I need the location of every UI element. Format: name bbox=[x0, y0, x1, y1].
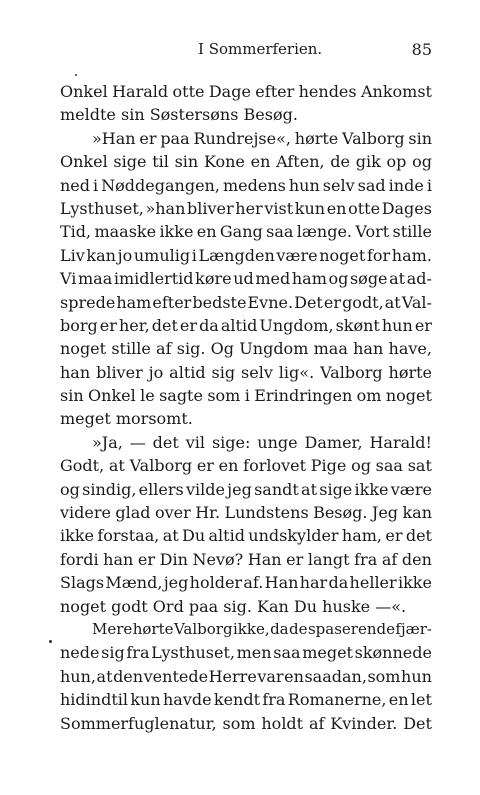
word: Dages bbox=[381, 198, 432, 218]
word: hun bbox=[381, 315, 413, 335]
word: le bbox=[140, 386, 155, 406]
word: en bbox=[388, 690, 409, 710]
word: Herre bbox=[208, 666, 257, 686]
word: Lundstens bbox=[224, 503, 309, 523]
word: holder bbox=[189, 573, 243, 593]
text-line bbox=[60, 688, 432, 711]
word: maa bbox=[78, 269, 113, 289]
word: fordi bbox=[60, 549, 99, 569]
word: i bbox=[93, 175, 99, 195]
word: bliver bbox=[96, 362, 143, 382]
word: skønt bbox=[335, 315, 380, 335]
word: sige: bbox=[211, 432, 251, 452]
word: inde bbox=[388, 175, 424, 195]
word: sagte bbox=[159, 386, 203, 406]
word: om bbox=[356, 386, 382, 406]
word: Val- bbox=[401, 292, 432, 312]
word: otte bbox=[348, 198, 381, 218]
word: saa bbox=[266, 222, 294, 242]
word: Din bbox=[159, 549, 188, 569]
word: Slags bbox=[60, 573, 105, 593]
word: er bbox=[99, 315, 117, 335]
word: videre bbox=[60, 503, 111, 523]
word: noget bbox=[60, 339, 107, 359]
word: Valborg bbox=[173, 619, 233, 638]
word: Pige bbox=[310, 456, 347, 476]
word: de bbox=[330, 152, 351, 172]
word: Damer, bbox=[304, 432, 363, 452]
word: sig. bbox=[176, 339, 206, 359]
word: at bbox=[301, 479, 317, 499]
word: Kvinder. bbox=[330, 713, 398, 733]
word: jo bbox=[148, 362, 164, 382]
text-line bbox=[60, 712, 432, 735]
word: ham, bbox=[341, 526, 383, 546]
word: hørte bbox=[294, 128, 339, 148]
word: unge bbox=[257, 432, 298, 452]
word: saa bbox=[375, 456, 403, 476]
word: Jeg bbox=[371, 503, 399, 523]
text-line bbox=[60, 524, 432, 547]
word: Godt, bbox=[60, 456, 105, 476]
text-line bbox=[60, 571, 432, 594]
word: det bbox=[152, 432, 179, 452]
word: heller bbox=[349, 573, 397, 593]
word: og bbox=[328, 269, 349, 289]
word: efter bbox=[152, 292, 192, 312]
word: hørte bbox=[132, 619, 174, 638]
word: da bbox=[328, 573, 349, 593]
word: jeg bbox=[163, 573, 189, 593]
word: og bbox=[351, 456, 371, 476]
word: længe. bbox=[296, 222, 353, 242]
word: de bbox=[289, 619, 308, 638]
word: Og bbox=[210, 339, 235, 359]
word: han bbox=[103, 549, 134, 569]
word: bedste bbox=[192, 292, 247, 312]
word: saa bbox=[273, 643, 301, 663]
word: Lysthuset, bbox=[151, 643, 235, 663]
word: var bbox=[257, 666, 284, 686]
word: holdt bbox=[261, 713, 304, 733]
text-line bbox=[60, 80, 432, 103]
word: Gang bbox=[219, 222, 263, 242]
word: »Ja, bbox=[92, 432, 123, 452]
word: ventede bbox=[143, 666, 209, 686]
word: sige bbox=[319, 479, 353, 499]
word: vist bbox=[264, 198, 294, 218]
word: fjær- bbox=[395, 619, 432, 638]
word: skønnede bbox=[354, 643, 432, 663]
page-number: 85 bbox=[411, 40, 432, 59]
word: være bbox=[276, 245, 318, 265]
word: medens bbox=[222, 175, 286, 195]
word: Valborg bbox=[129, 456, 193, 476]
word: sprede bbox=[60, 292, 116, 312]
word: noget bbox=[319, 245, 366, 265]
word: Aften, bbox=[276, 152, 325, 172]
word: Onkel bbox=[88, 386, 136, 406]
word: den bbox=[401, 549, 432, 569]
word: at bbox=[108, 456, 125, 476]
word: efter bbox=[255, 82, 295, 101]
word: til bbox=[152, 152, 169, 172]
word: at bbox=[389, 269, 406, 289]
word: — bbox=[129, 432, 146, 452]
word: noget bbox=[385, 386, 432, 406]
word: da bbox=[270, 619, 289, 638]
word: er bbox=[179, 315, 198, 335]
word: fra bbox=[126, 643, 150, 663]
word: umulig bbox=[133, 245, 191, 265]
word: for bbox=[366, 245, 391, 265]
word: ud bbox=[233, 269, 254, 289]
word: kan bbox=[86, 245, 116, 265]
word: ikke bbox=[159, 222, 194, 242]
word: Tid, bbox=[60, 222, 92, 242]
word: nede bbox=[60, 643, 100, 663]
word: Nevø? bbox=[192, 549, 244, 569]
word: som bbox=[222, 713, 256, 733]
word: hørte bbox=[388, 362, 432, 382]
word: ikke, bbox=[233, 619, 270, 638]
word: ikke bbox=[60, 526, 94, 546]
word: kun bbox=[130, 690, 161, 710]
word: Harald! bbox=[369, 432, 432, 452]
word: er bbox=[385, 526, 403, 546]
word: og bbox=[412, 152, 432, 172]
word: i bbox=[244, 386, 250, 406]
text-line bbox=[60, 478, 432, 501]
word: sin bbox=[60, 386, 84, 406]
word: sindig, bbox=[82, 479, 137, 499]
word: ellers bbox=[138, 479, 184, 499]
word: sin bbox=[174, 152, 199, 172]
word: hidindtil bbox=[60, 690, 128, 710]
word: jo bbox=[117, 245, 133, 265]
word: altid bbox=[208, 526, 245, 546]
word: men bbox=[236, 643, 272, 663]
word: Ankomst bbox=[360, 82, 432, 101]
print-speck bbox=[49, 640, 52, 643]
word: af. bbox=[243, 573, 264, 593]
word: som bbox=[207, 386, 241, 406]
word: lig«. bbox=[278, 362, 315, 382]
text-line bbox=[60, 618, 432, 641]
print-speck bbox=[75, 74, 77, 76]
text-line: meldte sin Søstersøns Besøg. bbox=[60, 105, 298, 125]
text-line bbox=[60, 314, 432, 337]
word: borg bbox=[60, 315, 98, 335]
word: er bbox=[323, 292, 342, 312]
word: forstaa, bbox=[97, 526, 160, 546]
word: Det bbox=[294, 292, 323, 312]
word: Erindringen bbox=[254, 386, 353, 406]
word: hun bbox=[288, 175, 320, 195]
word: hendes bbox=[298, 82, 357, 101]
word: er bbox=[139, 128, 157, 148]
word: Hr. bbox=[195, 503, 221, 523]
word: altid bbox=[220, 315, 258, 335]
text-line bbox=[60, 337, 432, 360]
word: Besøg. bbox=[313, 503, 368, 523]
word: Vort bbox=[355, 222, 390, 242]
word: Mænd, bbox=[105, 573, 163, 593]
word: ham. bbox=[391, 245, 432, 265]
word: fra bbox=[262, 690, 286, 710]
word: Ungdom bbox=[239, 339, 309, 359]
word: langt bbox=[307, 549, 350, 569]
word: sandt bbox=[254, 479, 299, 499]
word: Du bbox=[182, 526, 206, 546]
text-line bbox=[60, 641, 432, 664]
word: Onkel bbox=[60, 82, 108, 101]
word: her, bbox=[118, 315, 150, 335]
word: er bbox=[414, 315, 432, 335]
word: søge bbox=[349, 269, 388, 289]
word: Sommerfuglenatur, bbox=[60, 713, 217, 733]
word: glad bbox=[115, 503, 151, 523]
word: Det bbox=[403, 713, 432, 733]
word: en bbox=[284, 666, 304, 686]
word: sig bbox=[211, 362, 236, 382]
text-line bbox=[60, 174, 432, 197]
word: Kone bbox=[203, 152, 245, 172]
word: saadan, bbox=[304, 666, 367, 686]
word: op bbox=[386, 152, 407, 172]
word: let bbox=[410, 690, 432, 710]
word: selv bbox=[322, 175, 355, 195]
word: Han bbox=[264, 573, 299, 593]
text-line: noget godt Ord paa sig. Kan Du huske —«. bbox=[60, 596, 407, 616]
word: forlovet bbox=[243, 456, 307, 476]
text-line bbox=[60, 197, 432, 220]
word: »han bbox=[145, 198, 186, 218]
word: Valborg bbox=[342, 128, 405, 148]
word: stille bbox=[392, 222, 432, 242]
word: godt, bbox=[342, 292, 384, 312]
word: altid bbox=[169, 362, 206, 382]
text-line bbox=[60, 361, 432, 384]
word: spaserende bbox=[307, 619, 395, 638]
word: jeg bbox=[227, 479, 252, 499]
word: at bbox=[384, 292, 401, 312]
word: stille bbox=[111, 339, 151, 359]
word: otte bbox=[172, 82, 205, 101]
text-line bbox=[60, 220, 432, 243]
word: en bbox=[326, 198, 347, 218]
word: har bbox=[299, 573, 328, 593]
word: imidlertid bbox=[113, 269, 194, 289]
word: da bbox=[199, 315, 219, 335]
running-title: I Sommerferien. bbox=[198, 40, 323, 58]
word: kan bbox=[402, 503, 432, 523]
word: hun bbox=[401, 666, 432, 686]
word: Nøddegangen, bbox=[101, 175, 220, 195]
word: af bbox=[156, 339, 172, 359]
text-line bbox=[60, 548, 432, 571]
word: Onkel bbox=[60, 152, 108, 172]
word: gik bbox=[355, 152, 381, 172]
word: en bbox=[250, 152, 271, 172]
word: en bbox=[196, 222, 217, 242]
word: ad- bbox=[406, 269, 432, 289]
word: ikke bbox=[354, 479, 389, 499]
word: havde bbox=[162, 690, 212, 710]
word: det bbox=[405, 526, 432, 546]
word: kendt bbox=[213, 690, 261, 710]
word: Dage bbox=[208, 82, 251, 101]
word: maaske bbox=[94, 222, 157, 242]
word: Evne. bbox=[247, 292, 294, 312]
word: Længden bbox=[198, 245, 275, 265]
word: kun bbox=[294, 198, 326, 218]
word: er bbox=[137, 549, 156, 569]
text-line bbox=[60, 127, 432, 150]
word: i bbox=[191, 245, 197, 265]
word: sat bbox=[407, 456, 432, 476]
word: vilde bbox=[185, 479, 225, 499]
word: ikke bbox=[397, 573, 432, 593]
word: som bbox=[367, 666, 401, 686]
word: Han bbox=[247, 549, 282, 569]
text-line bbox=[60, 244, 432, 267]
word: Liv bbox=[60, 245, 85, 265]
text-line bbox=[60, 267, 432, 290]
word: af bbox=[308, 713, 325, 733]
word: en bbox=[218, 456, 239, 476]
word: Ungdom, bbox=[259, 315, 334, 335]
word: vil bbox=[185, 432, 206, 452]
word: Harald bbox=[112, 82, 169, 101]
word: det bbox=[151, 315, 178, 335]
page-header bbox=[60, 40, 432, 62]
word: ham bbox=[116, 292, 152, 312]
text-line bbox=[60, 384, 432, 407]
word: »Han bbox=[92, 128, 136, 148]
word: ned bbox=[60, 175, 91, 195]
word: over bbox=[154, 503, 191, 523]
word: ham bbox=[291, 269, 327, 289]
word: Lysthuset, bbox=[60, 198, 144, 218]
word: paa bbox=[160, 128, 190, 148]
word: sige bbox=[113, 152, 147, 172]
word: Romanerne, bbox=[287, 690, 387, 710]
word: hun, bbox=[60, 666, 96, 686]
word: at bbox=[96, 666, 113, 686]
word: han bbox=[60, 362, 91, 382]
word: Valborg bbox=[320, 362, 383, 382]
word: Vi bbox=[60, 269, 77, 289]
word: Rundrejse«, bbox=[193, 128, 291, 148]
word: sig bbox=[101, 643, 125, 663]
word: er bbox=[286, 549, 304, 569]
word: selv bbox=[241, 362, 273, 382]
text-line bbox=[60, 291, 432, 314]
word: sin bbox=[408, 128, 432, 148]
word: i bbox=[426, 175, 432, 195]
word: er bbox=[196, 456, 214, 476]
word: meget bbox=[302, 643, 353, 663]
body-text bbox=[60, 80, 432, 735]
word: Mere bbox=[92, 619, 133, 638]
word: undskylder bbox=[248, 526, 339, 546]
word: med bbox=[255, 269, 291, 289]
text-line bbox=[60, 501, 432, 524]
word: være bbox=[390, 479, 432, 499]
text-line bbox=[60, 431, 432, 454]
word: af bbox=[381, 549, 398, 569]
word: have, bbox=[388, 339, 432, 359]
text-line bbox=[60, 150, 432, 173]
word: fra bbox=[354, 549, 378, 569]
word: maa bbox=[313, 339, 348, 359]
word: her bbox=[235, 198, 263, 218]
text-line bbox=[60, 454, 432, 477]
word: køre bbox=[195, 269, 232, 289]
word: han bbox=[353, 339, 384, 359]
word: og bbox=[60, 479, 80, 499]
word: den bbox=[113, 666, 144, 686]
word: sad bbox=[357, 175, 386, 195]
text-line: meget morsomt. bbox=[60, 409, 193, 429]
word: at bbox=[162, 526, 179, 546]
text-line bbox=[60, 665, 432, 688]
word: bliver bbox=[187, 198, 234, 218]
